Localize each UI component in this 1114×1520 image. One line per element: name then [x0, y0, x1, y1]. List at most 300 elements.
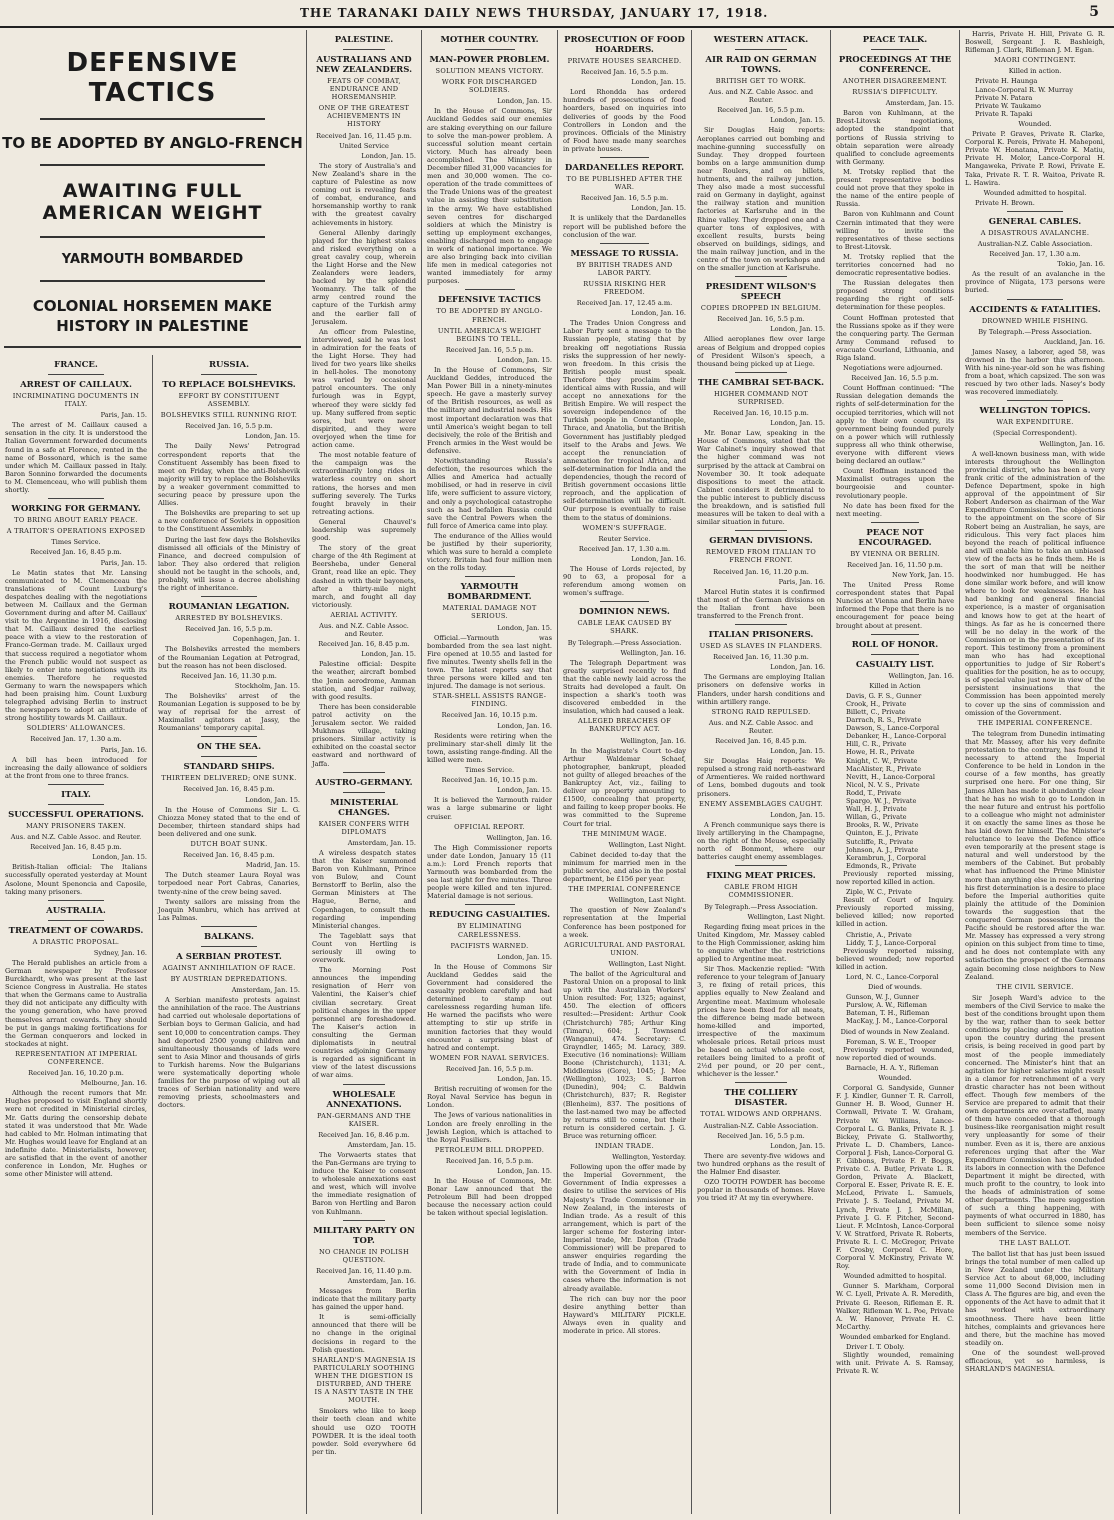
article-headline: ITALY.: [61, 789, 91, 800]
article-separator: [343, 1084, 385, 1085]
wire-credit: Received Jan. 17, 1.30 a.m.: [989, 250, 1081, 259]
dateline: Wellington, Jan. 16.: [888, 671, 954, 680]
column-rule: [959, 30, 960, 1514]
wire-credit: Wounded embarked for England.: [839, 1332, 951, 1341]
name-entry: Barnacle, H. A. Y., Rifleman: [846, 1063, 939, 1072]
column-rule: [306, 30, 307, 1514]
article-separator: [735, 624, 786, 625]
paragraph: Previously reported missing, now reported killed in action.: [836, 869, 954, 886]
dateline: London, Jan. 15.: [770, 419, 825, 428]
wire-credit: Received Jan. 16, 8.45 p.m.: [30, 843, 122, 852]
article-subheading: ANOTHER DISAGREEMENT.: [842, 77, 948, 85]
name-entry: Kerambrun, J., Corporal: [846, 853, 927, 862]
column-rule: [830, 30, 831, 1514]
article-headline: FRANCE.: [54, 360, 98, 370]
article-headline: DEFENSIVE TACTICS: [438, 295, 541, 306]
page-number: 5: [1089, 4, 1100, 20]
paragraph: Residents were retiring when the preliminary star-shell dimly lit the town, assisting range-finding. All the killed were men.: [427, 731, 552, 764]
dateline: Amsterdam, Jan. 16.: [347, 1276, 416, 1285]
wire-credit: By Telegraph.—Press Association.: [978, 327, 1092, 336]
paragraph: No date has been fixed for the next meeting.: [836, 501, 954, 518]
wire-credit: Killed in action.: [1008, 67, 1062, 76]
paragraph: Marcel Hutin states it is confirmed that most of the German divisions on the Italian front have been transferred to the French front.: [697, 587, 825, 620]
name-entry: Private N. Patara: [975, 93, 1033, 102]
name-entry: Hill, C. R., Private: [846, 740, 907, 749]
article-subheading: CABLE LEAK CAUSED BY SHARK.: [577, 619, 672, 636]
dateline: Wellington, Jan. 16.: [620, 736, 686, 745]
wire-credit: Australian-N.Z. Cable Association.: [703, 1121, 819, 1130]
article-separator: [871, 49, 918, 50]
dateline: London, Jan. 16.: [631, 309, 686, 318]
paragraph: Corporal G. Sandyside, Gunner F. J. Kindler, Gunner T. R. Carroll, Gunner H. B. Wood, Gunner H. Cornwall, Private T. W. Graham, Private W. Williams, Lance-Corporal L. G. Banks, Private R. J. Bickey, Private G. Stallworthy, Private L. D. Chambers, Lance-Corporal J. Fish, Lance-Corporal G. F. Gibbons, Private F. P. Boggs, Private C. A. Butler, Private L. R. Gordon, Private A. Blackett, Corporal E. Esser, Private R. E. E. McLeod, Private L. Samuels, Private J. S. Teeland, Private M. Lynch, Private J. J. McMillan, Private J. G. F. Pitcher, Second-Lieut. F. McIntosh, Lance-Corporal V. W. Stratford, Private R. Roberts, Private R. I. C. McGregor, Private F. Crosby, Corporal C. Hore, Corporal V. McKinstry, Private W. Roy.: [836, 1084, 954, 1271]
wire-credit: Received Jan. 16, 8.45 p.m.: [183, 851, 275, 860]
wire-credit: Received Jan. 16, 10.15 p.m.: [441, 711, 538, 720]
paragraph: The Jews of various nationalities in London are freely enrolling in the Jewish Legion, which is attached to the Royal Fusiliers.: [427, 1111, 552, 1144]
article-separator: [1007, 211, 1063, 212]
article-headline: DOMINION NEWS.: [579, 607, 670, 618]
paragraph: M. Trotsky replied that the present representative bodies could not prove that they spoke in the name of the entire people of Russia.: [836, 167, 954, 209]
dateline: London, Jan. 15.: [497, 355, 552, 364]
wire-credit: Received Jan. 16, 10.20 p.m.: [28, 1069, 124, 1078]
article-subheading: ALLEGED BREACHES OF BANKRUPTCY ACT.: [577, 717, 672, 734]
article-subheading: TO BE ADOPTED BY ANGLO-FRENCH.: [436, 307, 543, 324]
dateline: Paris, Jan. 16.: [778, 577, 825, 586]
wire-credit: Received Jan. 16, 11.45 p.m.: [316, 131, 412, 140]
paragraph: Regarding fixing meat prices in the United Kingdom, Mr. Massey cabled to the High Commissioner, asking him to enquire whether the restrictions applied to Argentine meat.: [697, 922, 825, 964]
article-separator: [465, 904, 515, 905]
article-headline: PEACE NOT ENCOURAGED.: [858, 527, 932, 548]
paragraph: During the last few days the Bolsheviks dismissed all officials of the Ministry of Finance, and decreed compulsion of labor. They also ordered that religion should not be taught in the schools, and, probably, will issue a decree abolishing the right of inheritance.: [158, 535, 300, 593]
name-list: [836, 931, 954, 947]
dateline: London, Jan. 15.: [770, 747, 825, 756]
article-separator: [201, 756, 258, 757]
article-separator: [735, 1082, 786, 1083]
article-separator: [735, 865, 786, 866]
paragraph: Sir Thos. Mackenzie replied: "With reference to your telegram of January 3, re fixing of retail prices, this applies equally to New Zealand and Argentine meat. Maximum wholesale prices have been fixed for all meats, the difference being made between home-killed and imported, irrespective of the maximum wholesale prices. Retail prices must be based on actual wholesale cost, retailers being limited to a profit of 2½d per pound, or 20 per cent., whichever is the lesser.": [697, 965, 825, 1079]
article-subheading: BY ELIMINATING CARELESSNESS.: [457, 922, 522, 939]
name-entry: Private H. Haunga: [975, 77, 1038, 86]
paragraph: A French communique says there is lively artillerying in the Champagne, on the right of the Meuse, especially north of Bonmont, where our batteries caught enemy assemblages.: [697, 820, 825, 862]
column-rule: [152, 355, 153, 1515]
article-separator: [871, 522, 918, 523]
name-entry: Bateman, T. H., Rifleman: [846, 1009, 930, 1018]
name-entry: Knight, C. W., Private: [846, 756, 918, 765]
name-list: [836, 692, 954, 870]
column-rule: [691, 30, 692, 1514]
wire-credit: Received Jan. 16, 5.5 p.m.: [717, 106, 805, 115]
dateline: Copenhagen, Jan. 1.: [232, 635, 300, 644]
article-subheading: COPIES DROPPED IN BELGIUM.: [700, 304, 822, 313]
name-entry: Spargo, W. J., Private: [846, 797, 917, 806]
article-separator: [600, 157, 649, 158]
name-entry: Lord, N. C., Lance-Corporal: [846, 973, 939, 981]
article-headline: GENERAL CABLES.: [988, 216, 1082, 227]
paragraph: Sir Joseph Ward's advice to the members of the Civil Service to make the best of the conditions brought upon them by the war, rather than to seek better conditions by placing additional taxation upon the country during the present crisis, is being received in good part by most of the people immediately concerned. The Minister's hint that an agitation for higher salaries might result in a clamor for retrenchment of a very drastic character has not been without effect. Though few members of the Service are prepared to admit that their own departments are over-staffed, many of them have conceded that a thorough business-like reorganisation might result very unpleasantly for some of their number. Even as it is, there are anxious references urging that after the War Expenditure Commission has concluded its labors in connection with the Defence Department it might be directed, with much profit to the country, to look into the heads of administration of some other departments. The mere suggestion of such a thing happening, with payments of what occurred in 1880, has been sufficient to silence some noisy members of the Service.: [965, 993, 1105, 1237]
wire-credit: Received Jan. 16, 5.5 p.m.: [580, 68, 669, 77]
article-subheading: DUTCH BOAT SUNK.: [190, 840, 268, 849]
article-headline: FIXING MEAT PRICES.: [706, 871, 816, 882]
wire-credit: (Special Correspondent).: [993, 429, 1077, 438]
dateline: London, Jan. 15.: [770, 1141, 825, 1150]
wire-credit: Died of wounds.: [868, 983, 922, 992]
article-headline: ON THE SEA.: [196, 742, 262, 753]
article-subheading: HIGHER COMMAND NOT SURPRISED.: [713, 389, 809, 406]
dateline: Amsterdam, Jan. 15.: [231, 986, 300, 995]
article-subheading: BY VIENNA OR BERLIN.: [850, 549, 940, 558]
wire-credit: Received Jan. 17, 12.45 a.m.: [576, 299, 673, 308]
dateline: Madrid, Jan. 15.: [245, 861, 300, 870]
name-entry: Driver I. T. Oboly.: [846, 1343, 905, 1352]
dateline: London, Jan. 15.: [770, 810, 825, 819]
column-2: [153, 355, 305, 1515]
paragraph: Sir Douglas Haig reports: Aeroplanes carried out bombing and machine-gunning successfully on Sunday. They dropped fourteen bombs on a large ammunition dump near Roulers, and on billets, hutments, and the railway junction. They also made a most successful raid on Germany in daylight, against the railway station and munition factories at Karlsruhe and in the Rhine valley. They dropped one and a quarter tons of explosives, with excellent results, bursts being observed on buildings, sidings, and the main railway junction, and in the centre of the town on workshops and on the smaller junction at Karlsruhe.: [697, 126, 825, 273]
article-headline: ARREST OF CAILLAUX.: [20, 380, 132, 390]
paragraph: The rich can buy nor the poor desire anything better than Hayward's MILITARY PICKLE. Always even in quality and moderate in price. All stores.: [563, 1294, 686, 1336]
paragraph: The Vorwaerts states that the Pan-Germans are trying to induce the Kaiser to consent to wholesale annexations east and west, which will involve the immediate resignation of Baron von Hertling and Baron von Kuhlmann.: [312, 1150, 416, 1216]
wire-credit: By Telegraph.—Press Association.: [567, 638, 682, 647]
name-entry: Nevitt, H., Lance-Corporal: [846, 772, 935, 781]
article-headline: PROCEEDINGS AT THE CONFERENCE.: [838, 55, 952, 75]
wire-credit: Received Jan. 17, 1.30 a.m.: [30, 735, 122, 744]
article-subheading: CABLE FROM HIGH COMMISSIONER.: [724, 883, 798, 900]
dateline: Paris, Jan. 15.: [100, 411, 147, 420]
article-separator: [465, 576, 515, 577]
article-subheading: SOLDIERS' ALLOWANCES.: [26, 724, 126, 733]
dateline: London, Jan. 15.: [497, 1075, 552, 1084]
article-headline: TO REPLACE BOLSHEVIKS.: [162, 380, 296, 390]
wire-credit: Wounded admitted to hospital.: [983, 188, 1087, 197]
paragraph: The telegram from Dunedin intimating that Mr. Massey, after his very definite protestation to the contrary, has found it necessary to attend the Imperial Conference to be held in London in the course of a few months, has greatly surprised one here. For one thing, Sir James Allen has made it abundantly clear that he has no wish to go to London in the near future and entrust his portfolio to a colleague who might not administer it on exactly the same lines as those he has laid down for himself. The Minister's reluctance to leave the Defence office even temporarily at the present stage is natural and well understood by the members of the Cabinet. But probably what has influenced the Prime Minister more than anything else in reconsidering his first determination is a desire to place before the Imperial authorities quite plainly the attitude of the Dominion towards the suggestion that the conquered German possessions in the Pacific should be restored after the war. Mr. Massey has expressed a very strong opinion on this subject from time to time, and he does not contemplate with any satisfaction the prospect of the Germans again becoming close neighbors to New Zealand.: [965, 729, 1105, 981]
wire-credit: Received Jan. 16, 11.40 p.m.: [316, 1266, 412, 1275]
article-separator: [201, 596, 258, 597]
name-entry: Crook, H., Private: [846, 699, 907, 708]
paragraph: The Bolsheviks are preparing to set up a new conference of Soviets in opposition to the Constituent Assembly.: [158, 509, 300, 534]
article-headline: MESSAGE TO RUSSIA.: [570, 248, 679, 259]
article-subheading: RUSSIA'S DIFFICULTY.: [852, 88, 938, 97]
article-separator: [343, 1220, 385, 1221]
name-list: [965, 199, 1105, 207]
paragraph: There has been considerable patrol activity on the Jerusalem sector. We raided Mukhmas village, taking prisoners. Similar activity is exhibited on the coastal sector eastward and northward of Jaffa.: [312, 702, 416, 768]
article-subheading: THE LAST BALLOT.: [999, 1238, 1071, 1247]
article-headline: MILITARY PARTY ON TOP.: [313, 1225, 415, 1246]
article-headline: AUSTRO-GERMANY.: [315, 777, 413, 788]
paragraph: It is semi-officially announced that there will be no change in the original decisions in regard to the Polish question.: [312, 1313, 416, 1354]
article-subheading: WOMEN'S SUFFRAGE.: [582, 523, 667, 532]
article-headline: THE COLLIERY DISASTER.: [724, 1088, 798, 1109]
wire-credit: Received Jan. 16, 5.5 p.m.: [445, 1156, 534, 1165]
paragraph: Official.—Yarmouth was bombarded from the sea last night. Fire opened at 10.55 and lasted for five minutes. Twenty shells fell in the town. The latest reports say that three persons were killed and ten injured. The damage is not serious.: [427, 633, 552, 691]
article-subheading: INCRIMINATING DOCUMENTS IN ITALY.: [12, 392, 140, 409]
paragraph: One of the soundest well-proved efficacious, yet so harmless, is SHARLAND'S MAGNESIA.: [965, 1348, 1105, 1374]
column-rule: [421, 30, 422, 1514]
headline-defensive-tactics: DEFENSIVE TACTICS: [66, 48, 239, 108]
article-subheading: WORK FOR DISCHARGED SOLDIERS.: [441, 78, 538, 95]
article-headline: GERMAN DIVISIONS.: [709, 536, 813, 547]
name-entry: Nicol, N. V. S., Private: [846, 780, 920, 789]
paragraph: British recruiting of women for the Royal Naval Service has begun in London.: [427, 1085, 552, 1110]
wire-credit: Received Jan. 16, 11.50 p.m.: [847, 560, 943, 569]
article-subheading: THE IMPERIAL CONFERENCE: [568, 885, 681, 894]
article-headline: WESTERN ATTACK.: [713, 35, 809, 45]
column-3: [307, 30, 421, 1514]
article-subheading: MANY PRISONERS TAKEN.: [25, 821, 127, 830]
dateline: Auckland, Jan. 16.: [1044, 337, 1105, 346]
article-headline: YARMOUTH BOMBARDMENT.: [447, 582, 532, 603]
article-separator: [1007, 400, 1063, 401]
article-separator: [48, 374, 105, 375]
dateline: London, Jan. 15.: [497, 97, 552, 106]
wire-credit: Received Jan. 17, 1.30 a.m.: [578, 544, 671, 553]
paragraph: Messages from Berlin indicate that the military party has gained the upper hand.: [312, 1287, 416, 1312]
dateline: Wellington, Jan. 16.: [620, 648, 686, 657]
name-entry: Ziple, W. C., Private: [846, 888, 912, 897]
name-list: [836, 1038, 954, 1046]
article-subheading: PACIFISTS WARNED.: [450, 941, 529, 950]
paragraph: In the House of Commons, Sir Auckland Geddes, introduced the Man Power Bill in a ninety-minutes speech. He gave a masterly survey of the British resources, as well as the military and industrial needs. His most important declaration was that until America's weight began to tell decisively, the role of the British and French armies in the West would be defensive.: [427, 366, 552, 455]
article-subheading: ONE OF THE GREATEST ACHIEVEMENTS IN HISTORY: [318, 104, 410, 129]
wire-credit: Received Jan. 16, 5.5 p.m.: [185, 422, 273, 431]
paragraph: The endurance of the Allies would be justified by their superiority, which was sure to herald a complete victory. Britain had four million men on the rolls today.: [427, 531, 552, 573]
article-headline: RUSSIA.: [208, 360, 250, 370]
paragraph: The arrest of M. Caillaux caused a sensation in the city. It is understood the Italian Government forwarded documents found in a safe at Florence, rented in the name of Bossonard, which is the same under which M. Caillaux passed in Italy. Baron Sonnino forwarded the documents to M. Clemenceau, who will publish them shortly.: [5, 421, 147, 495]
paragraph: The story of the great charge of the 4th Regiment at Beersheba, under General Grant, read like an epic. They dashed in with their bayonets, after a thirty-mile night march, and fought all day victoriously.: [312, 544, 416, 609]
paragraph: Result of Court of Inquiry. Previously reported missing, believed killed; now reported killed in action.: [836, 896, 954, 929]
article-subheading: TO BE PUBLISHED AFTER THE WAR.: [566, 175, 683, 192]
article-subheading: BY BRITISH TRADES AND LABOR PARTY.: [576, 260, 673, 277]
paragraph: Count Hoffman continued: "The Russian delegation demands the rights of self-determination for the occupied territories, which will not apply to their own country, its government being founded purely on a power which will ruthlessly suppress all who think otherwise, everyone with different views being declared an outlaw.": [836, 384, 954, 466]
dateline: London, Jan. 15.: [361, 650, 416, 659]
name-entry: Brooks, R. W., Private: [846, 821, 919, 830]
paragraph: The Germans are employing Italian prisoners on defensive works in Flanders, under harsh conditions and within artillery range.: [697, 673, 825, 706]
column-1: [0, 355, 152, 1515]
name-entry: Quinton, E. J., Private: [846, 829, 919, 838]
article-headline: DARDANELLES REPORT.: [564, 163, 685, 174]
wire-credit: Died of wounds in New Zealand.: [840, 1027, 950, 1036]
paragraph: As the result of an avalanche in the province of Niigata, 173 persons were buried.: [965, 270, 1105, 295]
wire-credit: Received Jan. 16, 8.45 p.m.: [183, 785, 275, 794]
paragraph: The Daily News' Petrograd correspondent reports that the Constituent Assembly has been fixed to meet on Friday, when the anti-Bolshevik majority will try to replace the Bolsheviks by a weaker government committed to securing peace by pressure upon the Allies.: [158, 442, 300, 508]
name-entry: Lance-Corporal R. W. Murray: [975, 85, 1073, 94]
headline-american-weight: AWAITING FULL AMERICAN WEIGHT: [42, 180, 263, 224]
paragraph: General Chauvel's leadership was supremely good.: [312, 517, 416, 543]
paragraph: The Herald publishes an article from a German newspaper by Professor Burckhardt, who was present at the last Science Congress in Australia. He states that when the Germans came to Australia they did not anticipate any difficulty with the young generation, who have proved themselves arrant cowards. They should be put in gangs making fortifications for the German conquerors and locked in stockades at night.: [5, 958, 147, 1048]
paragraph: Le Matin states that Mr. Lansing communicated to M. Clemenceau the translations of Count Luxburg's despatches dealing with the negotiations between M. Caillaux and the German Government during and after M. Caillaux' visit to the Argentine in 1916, disclosing that M. Caillaux desired the earliest peace with a view to the restoration of Franco-German trade. M. Caillaux urged that success required a negotiator whom the French public would not suspect as likely to enter into negotiations with its enemies. Therefore he requested Germany to warn the newspapers which had been praising him. Count Luxburg telegraphed advising Berlin to instruct the newspapers to adopt an attitude of strong hostility towards M. Caillaux.: [5, 568, 147, 723]
article-separator: [201, 926, 258, 927]
column-8: [960, 30, 1110, 1514]
article-subheading: WOMEN FOR NAVAL SERVICES.: [429, 1053, 550, 1062]
wire-credit: Received Jan. 16, 5.5 p.m.: [851, 374, 939, 383]
article-separator: [735, 49, 786, 50]
article-subheading: MATERIAL DAMAGE NOT SERIOUS.: [442, 604, 537, 621]
paragraph: It is believed the Yarmouth raider was a large submarine or light cruiser.: [427, 796, 552, 821]
headline-yarmouth: YARMOUTH BOMBARDED: [61, 252, 244, 267]
article-headline: PEACE TALK.: [862, 35, 928, 45]
wire-credit: Reuter Service.: [598, 534, 651, 543]
name-entry: Private H. Brown.: [975, 198, 1035, 207]
article-subheading: THE MINIMUM WAGE.: [582, 829, 667, 838]
article-subheading: BOLSHEVIKS STILL RUNNING RIOT.: [160, 411, 298, 420]
article-headline: STANDARD SHIPS.: [183, 762, 275, 773]
article-subheading: A DRASTIC PROPOSAL.: [32, 937, 120, 946]
name-entry: Gunson, W. J., Gunner: [846, 993, 919, 1002]
article-headline: AUSTRALIA.: [46, 905, 106, 916]
wire-credit: Received Jan. 16, 11.20 p.m.: [713, 567, 809, 576]
wire-credit: Times Service.: [464, 766, 515, 775]
dateline: Wellington, Jan. 16.: [486, 833, 552, 842]
paragraph: The Russian delegates then proposed strong conditions regarding the right of self-determination for these peoples.: [836, 279, 954, 312]
article-headline: PRESIDENT WILSON'S SPEECH: [705, 282, 817, 303]
wire-credit: Wounded.: [878, 1074, 912, 1083]
dateline: Wellington, Last Night.: [608, 896, 686, 905]
wire-credit: Received Jan. 16, 10.15 p.m.: [713, 409, 809, 417]
article-subheading: DROWNED WHILE FISHING.: [981, 316, 1089, 325]
paragraph: Smokers who like to keep their teeth clean and white should use OZO TOOTH POWDER. It is the ideal tooth powder. Sold everywhere 6d per tin.: [312, 1407, 416, 1456]
dateline: London, Jan. 15.: [770, 116, 825, 125]
paragraph: M. Trotsky replied that the territories concerned had no democratic representative bodies.: [836, 252, 954, 278]
article-headline: WHOLESALE ANNEXATIONS.: [326, 1089, 402, 1110]
wire-credit: Received Jan. 16, 8.45 p.m.: [318, 640, 410, 649]
paragraph: Baron von Kuhlmann and Count Czernin intimated that they were willing to invite the representatives of these sections to Brest-Litovsk.: [836, 210, 954, 251]
dateline: Paris, Jan. 15.: [100, 558, 147, 567]
article-separator: [600, 601, 649, 602]
name-entry: Liddy, T. J., Lance-Corporal: [846, 938, 936, 947]
wire-credit: Times Service.: [51, 538, 101, 547]
paragraph: A wireless despatch states that the Kaiser summoned Baron von Kuhlmann, Prince von Bulow, and Count Bernstorff to Berlin, also the German Ministers at The Hague, Berne, and Copenhagen, to consult them regarding impending Ministerial changes.: [312, 848, 416, 930]
article-subheading: A DISASTROUS AVALANCHE.: [980, 228, 1090, 237]
paragraph: The Bolsheviks arrested the members of the Roumanian Legation at Petrograd, but the reason has not been disclosed.: [158, 645, 300, 670]
paragraph: Mr. Bonar Law, speaking in the House of Commons, stated that the War Cabinet's inquiry showed that the higher command was not surprised by the attack at Cambrai on November 30. It took adequate dispositions to meet the attack. Cabinet considers it detrimental to the public interest to publicly discuss the breakdown, and is satisfied full measures will be taken to deal with a similar situation in future.: [697, 429, 825, 527]
name-entry: Edmonds, R., Private: [846, 861, 917, 870]
article-separator: [343, 49, 385, 50]
column-4: [422, 30, 557, 1514]
article-separator: [343, 792, 385, 793]
paragraph: In the House of Commons Sir Auckland Geddes said the Government had considered the casualty problem carefully and had determined to stamp out carelessness regarding human life. He warned the pacifists who were attempting to stir up strife in munition factories that they would encounter a surprising blast of hatred and contempt.: [427, 962, 552, 1052]
column-rule: [557, 30, 558, 1514]
dateline: London, Jan. 16.: [770, 663, 825, 672]
article-separator: [871, 654, 918, 655]
paragraph: James Nasey, a laborer, aged 58, was drowned in the harbor this afternoon. With his nine-year-old son he was fishing from a boat, which capsized. The son was rescued by two other lads. Nasey's body was recovered immediately.: [965, 347, 1105, 397]
article-headline: ROUMANIAN LEGATION.: [168, 602, 290, 613]
article-headline: TREATMENT OF COWARDS.: [8, 925, 144, 936]
name-entry: Darrach, R. S., Private: [846, 716, 922, 725]
name-entry: Johnson, A. J., Private: [846, 845, 919, 854]
paragraph: The Morning Post announces the impending resignation of Herr von Valentini, the Kaiser's chief civilian secretary. Great political changes in the upper personnel are foreshadowed. The Kaiser's action in consulting the German diplomatists in neutral countries adjoining Germany is regarded as significant in view of the latest discussions of war aims.: [312, 966, 416, 1080]
paragraph: Gunner S. Markham, Corporal W. C. Lyell, Private A. R. Meredith, Private G. Reeson, Rifleman E. R. Walker, Rifleman W. L. Poe, Private A. W. Hanover, Private H. C. McCarthy.: [836, 1282, 954, 1331]
article-headline: AIR RAID ON GERMAN TOWNS.: [705, 55, 817, 75]
paragraph: Allied aeroplanes flew over large areas of Belgium and dropped copies of President Wilson's speech, a thousand being picked up at Liege.: [697, 335, 825, 368]
article-headline: ACCIDENTS & FATALITIES.: [969, 304, 1101, 315]
name-entry: Willan, G., Private: [846, 813, 907, 822]
article-headline: MAN-POWER PROBLEM.: [429, 55, 550, 65]
wire-credit: United Service: [339, 141, 389, 150]
paragraph: The story of Australia's and New Zealand's share in the capture of Palestine as now coming out is revealing feats of combat, endurance, and horsemanship worthy to rank with the greatest cavalry achievements in history.: [312, 161, 416, 227]
wire-credit: Received Jan. 16, 10.15 p.m.: [441, 776, 538, 785]
article-subheading: OFFICIAL REPORT.: [454, 822, 525, 831]
paragraph: Lord Rhondda has ordered hundreds of prosecutions of food hoarders, based on inquiries into deliveries of goods by the Food Controllers in London and the provinces. Officials of the Ministry of Food have made many searches in private houses.: [563, 88, 686, 153]
paragraph: Previously reported missing, believed wounded; now reported killed in action.: [836, 946, 954, 971]
paragraph: Palestine official: Despite the weather, aircraft bombed the Jenin aerodrome, Amman station, and Sedjar railway, with good results.: [312, 660, 416, 701]
dateline: London, Jan. 15.: [497, 786, 552, 795]
dateline: London, Jan. 15.: [245, 795, 300, 804]
name-list: [836, 888, 954, 896]
dateline: London, Jan. 16.: [631, 554, 686, 563]
name-entry: Howe, H. R., Private: [846, 748, 915, 757]
paragraph: The Dutch steamer Laura Royal was torpedoed near Port Cabras, Canaries, twenty-nine of the crew being saved.: [158, 871, 300, 896]
dateline: Amsterdam, Jan. 15.: [347, 838, 416, 847]
dateline: London, Jan. 15.: [631, 78, 686, 87]
article-headline: PROSECUTION OF FOOD HOARDERS.: [564, 35, 685, 55]
article-headline: AUSTRALIANS AND NEW ZEALANDERS.: [315, 55, 413, 75]
article-headline: REDUCING CASUALTIES.: [428, 910, 551, 921]
article-subheading: THIRTEEN DELIVERED; ONE SUNK.: [161, 774, 297, 783]
article-subheading: EFFORT BY CONSTITUENT ASSEMBLY.: [178, 392, 280, 409]
paragraph: The question of New Zealand's representation at the Imperial Conference has been postponed for a week.: [563, 906, 686, 939]
article-subheading: AERIAL ACTIVITY.: [330, 610, 398, 619]
dateline: London, Jan. 15.: [770, 325, 825, 334]
article-headline: MINISTERIAL CHANGES.: [330, 797, 398, 818]
paragraph: Private P. Graves, Private R. Clarke, Corporal K. Pereis, Private H. Maheponi, Private W. Honatana, Private K. Matiu, Private H. Molor, Lance-Corporal H. Mangaweka, Private P. Rowi, Private E. Taka, Private R. T. R. Waitoa, Private R. L. Hawira.: [965, 130, 1105, 187]
paragraph: General Allenby daringly played for the highest stakes and risked everything on a great cavalry coup, wherein the Light Horse and the New Zealanders were leaders, backed by the splendid Yeomanry. The talk of the army centred round the capture of the Turkish army and the earlier fall of Jerusalem.: [312, 228, 416, 326]
paragraph: Previously reported wounded, now reported died of wounds.: [836, 1045, 954, 1062]
article-subheading: SOLUTION MEANS VICTORY.: [435, 67, 544, 75]
dateline: Wellington, Last Night.: [608, 840, 686, 849]
paragraph: The United Press Rome correspondent states that Papal Nuncios at Vienna and Berlin have informed the Pope that there is no encouragement for peace being brought about at present.: [836, 581, 954, 630]
column-6: [692, 30, 830, 1514]
name-list: [836, 1343, 954, 1351]
article-subheading: AGRICULTURAL AND PASTORAL UNION.: [564, 940, 685, 957]
article-separator: [48, 804, 105, 805]
name-entry: Private W. Taukamo: [975, 101, 1042, 110]
wire-credit: Received Jan. 16, 5.5 p.m.: [580, 194, 669, 203]
article-subheading: ENEMY ASSEMBLAGES CAUGHT.: [699, 799, 823, 808]
wire-credit: Received Jan. 16, 5.5 p.m.: [185, 625, 273, 634]
paragraph: The ballot list that has just been issued brings the total number of men called up in New Zealand under the Military Service Act to about 68,000, including some 11,000 Second Division men in Class A. The figures are big, and even the opponents of the Act have to admit that it has worked with extraordinary smoothness. There have been little hitches, complaints and grievances here and there, but the machine has moved steadily on.: [965, 1249, 1105, 1347]
name-entry: Davis, G. F. S., Gunner: [846, 691, 922, 700]
article-subheading: RUSSIA RISKING HER FREEDOM.: [583, 279, 666, 296]
paragraph: The High Commissioner reports under date London, January 15 (11 a.m.): Lord French reports that Yarmouth was bombarded from the sea last night for five minutes. Three people were killed and ten injured. Material damage is not serious.: [427, 843, 552, 901]
paragraph: In the House of Commons, Sir Auckland Geddes said our enemies are staking everything on our failure to solve the man-power problem. A successful solution meant certain victory. Much has already been accomplished. The Ministry in December filled 31,000 vacancies for men and 30,000 women. The co-operation of the trade committees of the Trade Unions was of the greatest value in assisting their substitution in the army. We have established seven centres for discharged soldiers at which the Ministry is setting up employment exchanges, enabling discharged men to engage in work of national importance. We are also bringing back into civilian life men in medical categories not wanted immediately for army purposes.: [427, 107, 552, 286]
paragraph: The Tageblatt says that Count von Hertling is seriously ill owing to overwork.: [312, 931, 416, 965]
wire-credit: Received Jan. 16, 5.5 p.m.: [445, 1064, 534, 1073]
article-subheading: USED AS SLAVES IN FLANDERS.: [699, 642, 823, 651]
article-subheading: UNTIL AMERICA'S WEIGHT BEGINS TO TELL.: [437, 326, 542, 343]
article-subheading: INDIAN TRADE.: [594, 1141, 655, 1150]
wire-credit: Received Jan. 16, 5.5 p.m.: [445, 345, 534, 354]
article-subheading: REPRESENTATION AT IMPERIAL CONFERENCE.: [15, 1049, 137, 1066]
name-entry: MacKay, J. M., Lance-Corporal: [846, 1017, 948, 1026]
masthead-title: THE TARANAKI DAILY NEWS THURSDAY, JANUARY 17, 1918.: [300, 6, 769, 20]
paragraph: In the House of Commons, Mr. Bonar Law announced that the Petroleum Bill had been dropped because the necessary action could be taken without special legislation.: [427, 1177, 552, 1218]
article-subheading: BY AUSTRIAN DEPREDATIONS.: [170, 974, 288, 983]
article-separator: [735, 276, 786, 277]
article-headline: ITALIAN PRISONERS.: [708, 630, 814, 641]
column-7: [831, 30, 959, 1514]
name-entry: Debanker, H., Lance-Corporal: [846, 732, 947, 741]
name-entry: Sutcliffe, R., Private: [846, 837, 914, 846]
article-headline: ROLL OF HONOR.: [851, 639, 939, 650]
wire-credit: By Telegraph.—Press Association.: [704, 902, 818, 911]
paragraph: British-Italian official: The Italians successfully operated yesterday at Mount Asolone, Mount Spenoncia and Caposile, taking many prisoners.: [5, 863, 147, 896]
name-entry: Billett, C., Private: [846, 708, 906, 716]
article-separator: [735, 372, 786, 373]
headline-colonial-horsemen: COLONIAL HORSEMEN MAKE HISTORY IN PALESTINE: [32, 297, 273, 335]
wire-credit: Wounded admitted to hospital.: [843, 1272, 947, 1281]
article-separator: [201, 736, 258, 737]
paragraph: Slightly wounded, remaining with unit. Private A. S. Ramsay, Private R. W.: [836, 1351, 954, 1376]
wire-credit: Received Jan. 16, 11.30 p.m.: [181, 671, 277, 680]
dateline: London, Jan. 15.: [497, 1166, 552, 1175]
name-list: [836, 1064, 954, 1072]
